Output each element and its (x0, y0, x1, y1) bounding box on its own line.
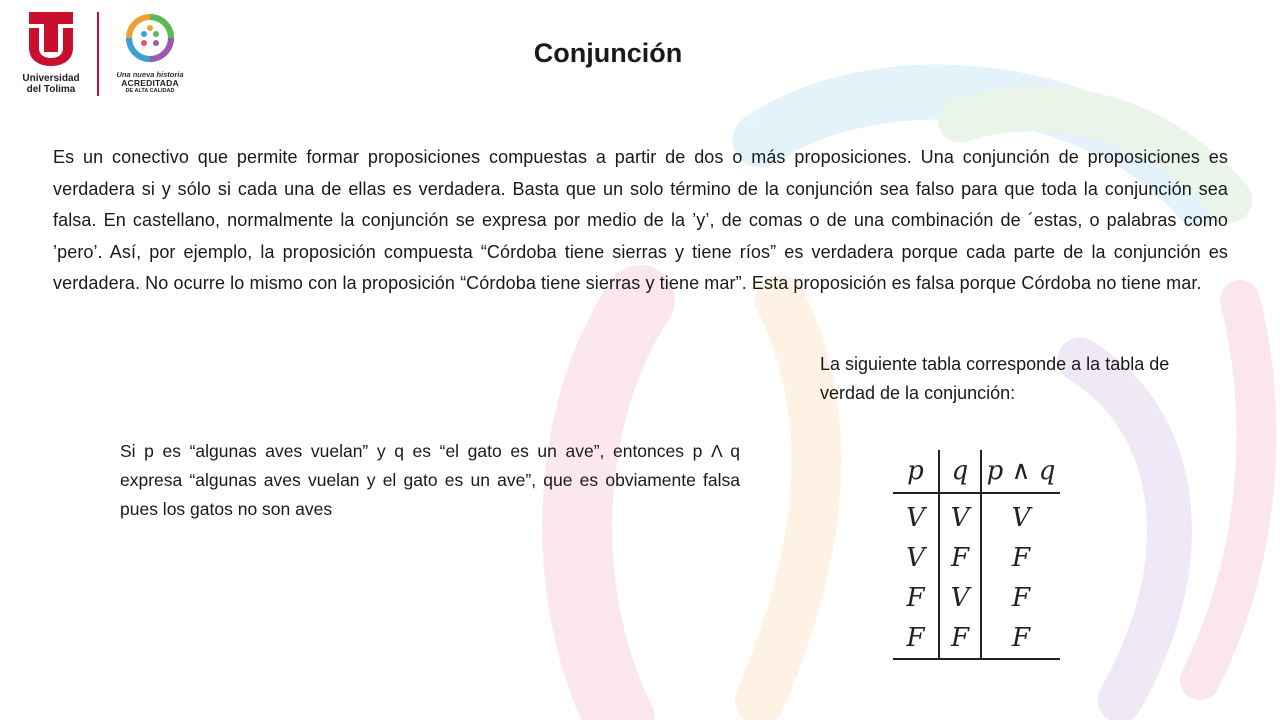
truth-table-cell: F (1011, 583, 1031, 613)
university-name (18, 73, 84, 95)
truth-table-cell: V (939, 493, 981, 538)
truth-table-cell: F (939, 538, 981, 578)
truth-table-header-p-and-q: p ∧ q (981, 450, 1060, 493)
truth-table (893, 450, 1060, 660)
university-name-line2: del Tolima (26, 84, 76, 95)
table-intro-text: La siguiente tabla corresponde a la tabla de verdad de la conjunción: (820, 354, 1170, 403)
truth-table-header-p: p (893, 450, 939, 493)
accreditation-sub-text: DE ALTA CALIDAD (125, 88, 175, 94)
truth-table-header-row (893, 450, 1060, 493)
main-paragraph: Es un conectivo que permite formar proposiciones compuestas a partir de dos o más proposiciones. Una conjunción de proposiciones es verdadera si y sólo si cada una de ellas es verdadera. Basta que un solo término de la conjunción sea falso para que toda la conjunción sea falsa. En castellano, normalmente la conjunción se expresa por medio de la ’y’, de comas o de una combinación de ´estas, o palabras como ’pero’. Así, por ejemplo, la proposición compuesta “Córdoba tiene sierras y tiene ríos” es verdadera porque cada parte de la conjunción es verdadera. No ocurre lo mismo con la proposición “Córdoba tiene sierras y tiene mar”. Esta proposición es falsa porque Córdoba no tiene mar. (53, 147, 1228, 293)
truth-table-row (893, 538, 1060, 578)
truth-table-row (893, 578, 1060, 618)
truth-table-header-q: q (939, 450, 981, 493)
truth-table-cell: V (1011, 503, 1031, 533)
truth-table-cell: V (893, 493, 939, 538)
truth-table-cell: F (1011, 543, 1031, 573)
truth-table-cell: F (893, 578, 939, 618)
truth-table-cell: F (893, 618, 939, 659)
truth-table-row (893, 493, 1060, 538)
truth-table-row (893, 618, 1060, 659)
truth-table-cell: F (939, 618, 981, 659)
truth-table-cell: V (939, 578, 981, 618)
slide-title: Conjunción (533, 38, 683, 68)
example-paragraph: Si p es “algunas aves vuelan” y q es “el gato es un ave”, entonces p Λ q expresa “algunas aves vuelan y el gato es un ave”, que es obviamente falsa pues los gatos no son aves (120, 441, 740, 519)
truth-table-cell: F (981, 618, 1060, 659)
accreditation-tagline: Una nueva historia (116, 70, 184, 79)
truth-table-cell: V (893, 538, 939, 578)
accreditation-main-text: ACREDITADA (121, 78, 179, 88)
university-name-line1: Universidad (22, 73, 80, 84)
